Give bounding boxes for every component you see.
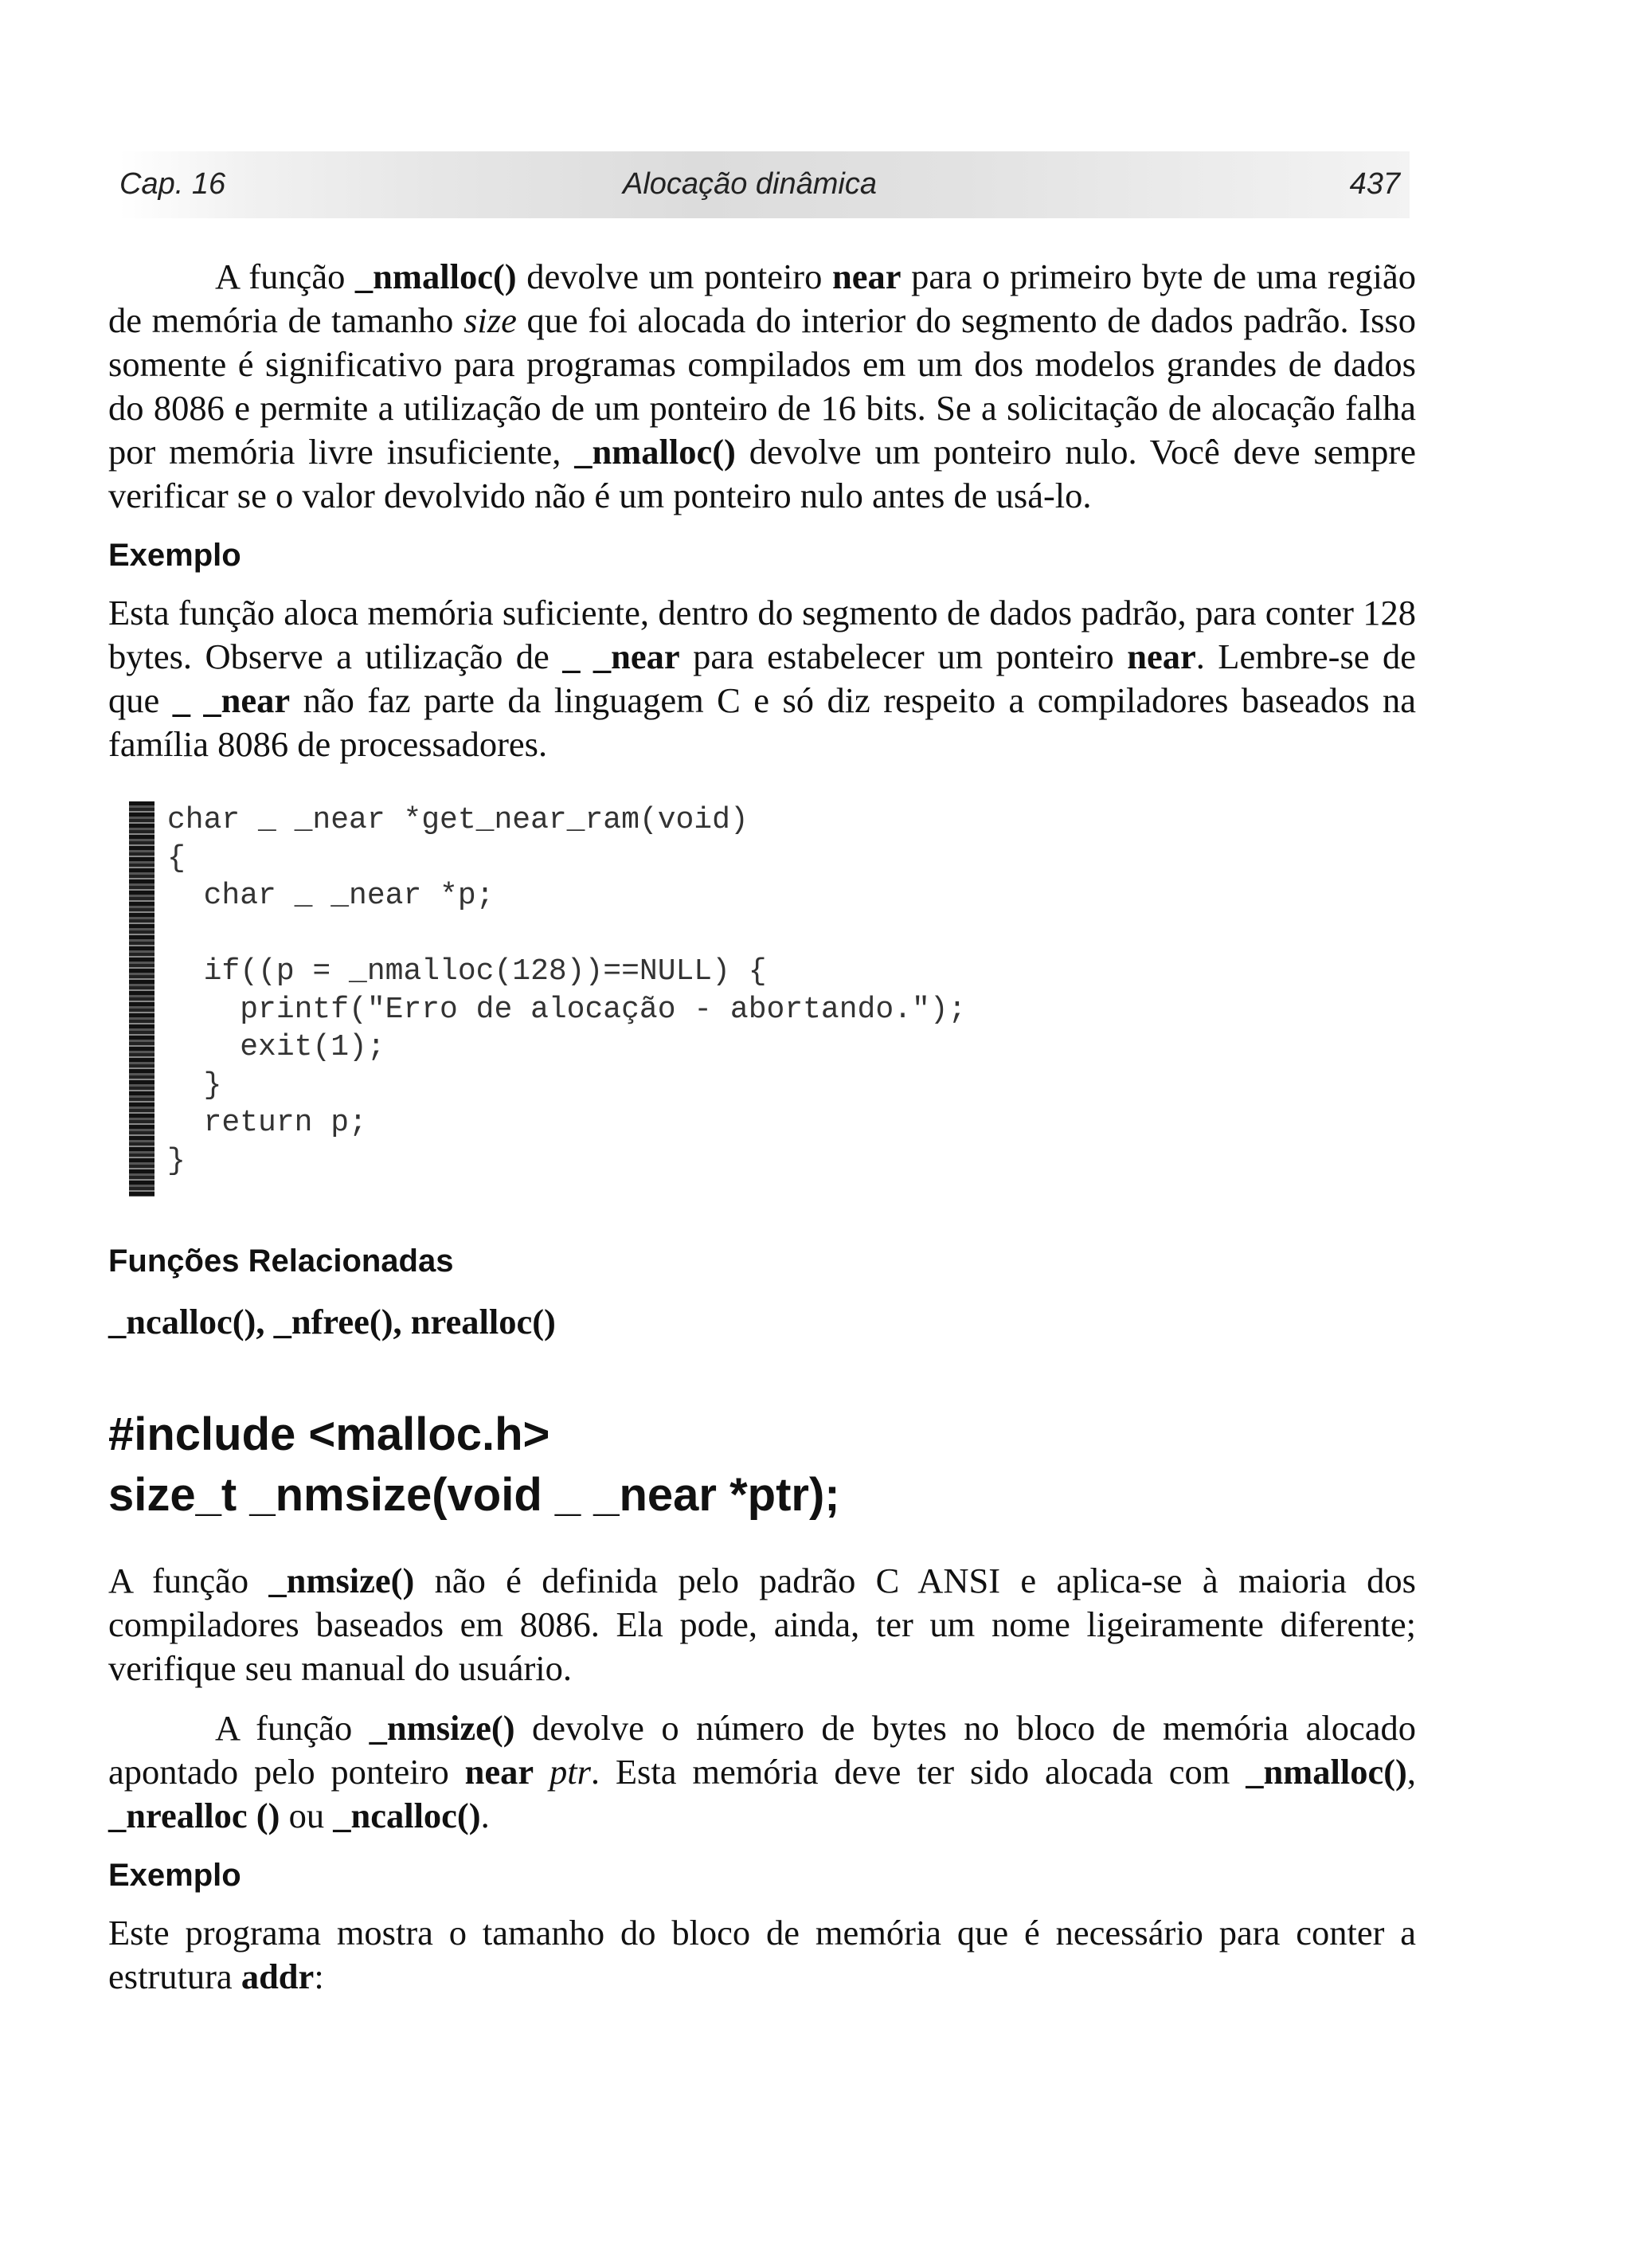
example-heading: Exemplo <box>108 538 241 573</box>
bold-term: _nmalloc() <box>354 257 517 296</box>
italic-term: size <box>463 300 517 340</box>
text-run: A função <box>108 1561 269 1600</box>
bold-term: _ncalloc() <box>333 1796 481 1835</box>
bold-term: _nrealloc () <box>108 1796 280 1835</box>
bold-term: addr <box>241 1957 315 1996</box>
running-header <box>119 151 1410 218</box>
bold-term: _nmalloc() <box>574 432 736 472</box>
text-run: ou <box>280 1796 334 1835</box>
page-content <box>108 255 1416 1999</box>
prototype-line: size_t _nmsize(void _ _near *ptr); <box>108 1469 840 1521</box>
text-run: que foi alocada do interior do segmento de dados padrão. Isso somente é significativo para programas compilados em um dos modelos grandes de dados do 8086 e permite a utilização de um ponteiro de 16 bits. Se a solicitação de alocação falha por memória livre insuficiente, <box>108 300 1416 472</box>
page-number: 437 <box>1349 167 1400 201</box>
text-run: não é definida pelo padrão C ANSI e aplica-se à maioria dos compiladores baseados em 8086. Ela pode, ainda, ter um nome ligeiramente diferente; verifique seu manual do usuário. <box>108 1561 1416 1688</box>
code-example <box>108 801 1416 1200</box>
text-run: Esta função aloca memória suficiente, dentro do segmento de dados padrão, para conter 128 bytes. Observe a utilização de <box>108 593 1416 676</box>
related-functions-list: _ncalloc(), _nfree(), nrealloc() <box>108 1302 556 1342</box>
bold-term: _ _near <box>562 637 680 676</box>
text-run: devolve um ponteiro <box>516 257 832 296</box>
italic-term: ptr <box>549 1752 591 1792</box>
bold-term: near <box>464 1752 534 1792</box>
code-listing: char _ _near *get_near_ram(void) { char _ _near *p; if((p = _nmalloc(128))==NULL) { printf("Erro de alocação - abortando."); exit(1); } return p; } <box>167 803 967 1178</box>
text-run: : <box>314 1957 324 1996</box>
example-description-2 <box>108 1911 1416 1999</box>
related-functions-heading: Funções Relacionadas <box>108 1244 454 1279</box>
nmsize-note <box>108 1559 1416 1690</box>
nmsize-description <box>108 1706 1416 1838</box>
bold-term: _nmsize() <box>268 1561 415 1600</box>
chapter-label: Cap. 16 <box>119 167 226 201</box>
include-line: #include <malloc.h> <box>108 1408 550 1460</box>
text-run: devolve um ponteiro nulo. Você deve sempre verificar se o valor devolvido não é um ponteiro nulo antes de usá-lo. <box>108 432 1416 515</box>
chapter-title: Alocação dinâmica <box>623 167 877 201</box>
bold-term: _ _near <box>172 680 291 720</box>
text-run: . Lembre-se de que <box>108 637 1417 720</box>
nmalloc-description <box>108 255 1416 518</box>
code-margin-bar <box>129 801 154 1197</box>
text-run <box>534 1752 550 1792</box>
function-prototype <box>108 1404 1416 1526</box>
example-heading-2: Exemplo <box>108 1858 241 1893</box>
bold-term: near <box>831 257 902 296</box>
text-run: devolve o número de bytes no bloco de memória alocado apontado pelo ponteiro <box>108 1708 1416 1792</box>
example-description <box>108 591 1416 766</box>
text-run: . <box>480 1796 490 1835</box>
text-run: A função <box>215 1708 370 1748</box>
bold-term: near <box>1127 637 1196 676</box>
text-run: , <box>1406 1752 1416 1792</box>
text-run: para estabelecer um ponteiro <box>679 637 1128 676</box>
text-run: A função <box>215 257 355 296</box>
bold-term: _nmsize() <box>369 1708 515 1748</box>
text-run: não faz parte da linguagem C e só diz respeito a compiladores baseados na família 8086 de processadores. <box>108 680 1416 764</box>
text-run: . Esta memória deve ter sido alocada com <box>590 1752 1246 1792</box>
bold-term: _nmalloc() <box>1246 1752 1407 1792</box>
text-run: Este programa mostra o tamanho do bloco de memória que é necessário para conter a estrutura <box>108 1913 1416 1996</box>
text-run: para o primeiro byte de uma região de memória de tamanho <box>108 257 1417 340</box>
